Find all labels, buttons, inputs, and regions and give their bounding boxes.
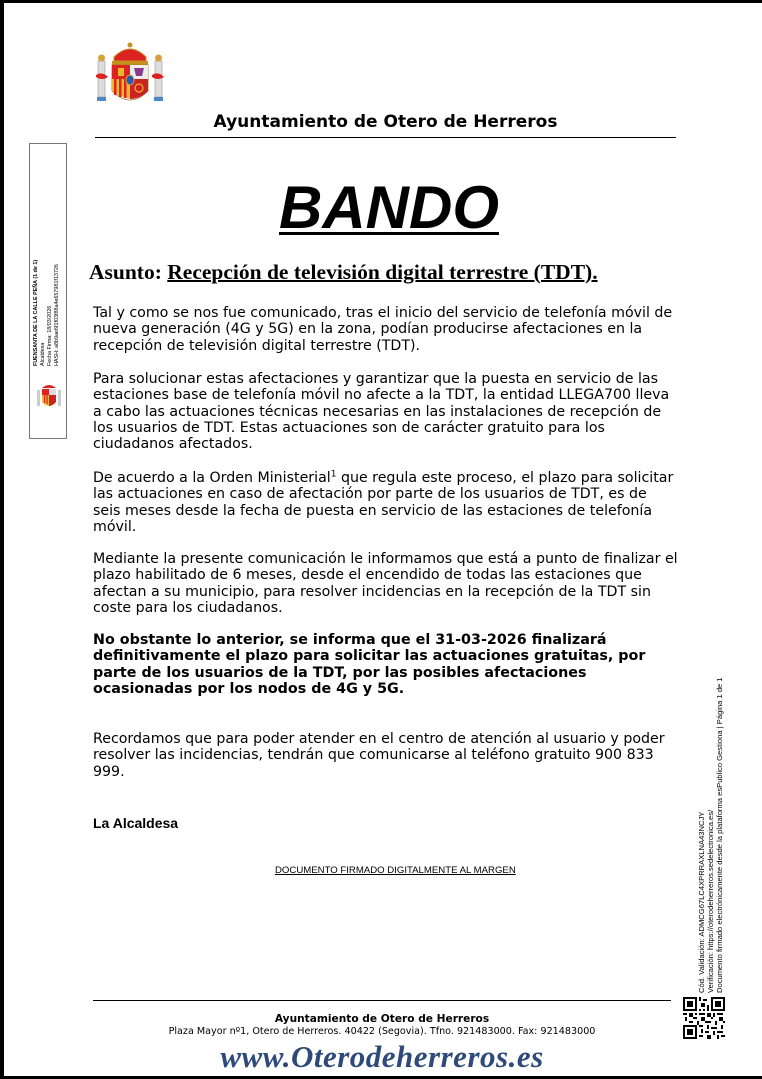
signature-title: La Alcaldesa: [93, 815, 179, 831]
paragraph-5-deadline: No obstante lo anterior, se informa que el 31-03-2026 finalizará definitivamente el plazo para solicitar las actuaciones gratuitas, por parte de los usuarios de la TDT, por las posibles afectaciones ocasionadas por los nodos de 4G y 5G.: [93, 632, 646, 697]
signer-name: FUENSANTA DE LA CALLE PEÑA (1 de 1): [33, 259, 39, 366]
subject-line: [89, 259, 598, 285]
paragraph-6: Recordamos que para poder atender en el centro de atención al usuario y poder resolver las incidencias, tendrán que comunicarse al teléfono gratuito 900 833 999.: [93, 731, 665, 780]
paragraph-1: Tal y como se nos fue comunicado, tras el inicio del servicio de telefonía móvil de nueva generación (4G y 5G) en la zona, podían producirse afectaciones en la recepción de televisión digital terrestre (TDT).: [93, 305, 673, 354]
signature-date: Fecha Firma: 18/03/2026: [47, 305, 53, 366]
validation-code: Cód. Validación: ADMCG67LC4XPRRAXLNA43NCJY: [697, 811, 706, 993]
paragraph-2: Para solucionar estas afectaciones y garantizar que la puesta en servicio de las estaciones base de telefonía móvil no afecte a la TDT, la entidad LLEGA700 lleva a cabo las actuaciones técnicas necesarias en las instalaciones de recepción de los usuarios de TDT. Estas actuaciones son de carácter gratuito para los ciudadanos afectados.: [93, 371, 670, 453]
footer-address: Plaza Mayor nº1, Otero de Herreros. 40422 (Segovia). Tfno. 921483000. Fax: 921483000: [168, 1026, 596, 1037]
small-coat-of-arms-icon: [36, 382, 62, 412]
qr-code-icon[interactable]: [683, 997, 725, 1039]
signature-text: [33, 226, 61, 366]
footnote-marker: 1: [330, 469, 337, 480]
header-divider: [95, 137, 676, 138]
document-title: BANDO: [279, 174, 499, 241]
footer-organization: Ayuntamiento de Otero de Herreros: [274, 1013, 490, 1025]
coat-of-arms-icon: [94, 39, 166, 111]
paragraph-3-end: que regula este proceso, el plazo para solicitar las actuaciones en caso de afectación por parte de los usuarios de TDT, es de seis meses desde la fecha de puesta en servicio de las estaciones de telefonía móvil.: [93, 470, 674, 535]
footer-divider: [93, 1000, 671, 1001]
signature-hash: HASH: a8b9ae6f1f03f88a4e657981f13726: [54, 264, 60, 366]
paragraph-4: Mediante la presente comunicación le informamos que está a punto de finalizar el plazo habilitado de 6 meses, desde el encendido de todas las estaciones que afectan a su municipio, para resolver incidencias en la recepción de la TDT sin coste para los ciudadanos.: [93, 551, 678, 616]
paragraph-3-start: De acuerdo a la Orden Ministerial: [93, 470, 331, 486]
signer-role: Alcaldesa: [40, 342, 46, 366]
organization-title: Ayuntamiento de Otero de Herreros: [213, 112, 558, 132]
document-page: [4, 3, 762, 1076]
verification-url[interactable]: Verificación: https://oterodeherreros.sedelectronica.es/: [706, 809, 715, 993]
platform-note: Documento firmado electrónicamente desde la plataforma esPublico Gestiona | Página 1 de 1: [715, 677, 724, 993]
subject-label: Asunto:: [89, 260, 162, 284]
verification-text: [697, 663, 724, 993]
subject-text: Recepción de televisión digital terrestre (TDT).: [167, 260, 598, 284]
digitally-signed-note: DOCUMENTO FIRMADO DIGITALMENTE AL MARGEN: [275, 865, 516, 876]
paragraph-3: [93, 470, 678, 535]
footer-website[interactable]: www.Oterodeherreros.es: [220, 1039, 544, 1074]
